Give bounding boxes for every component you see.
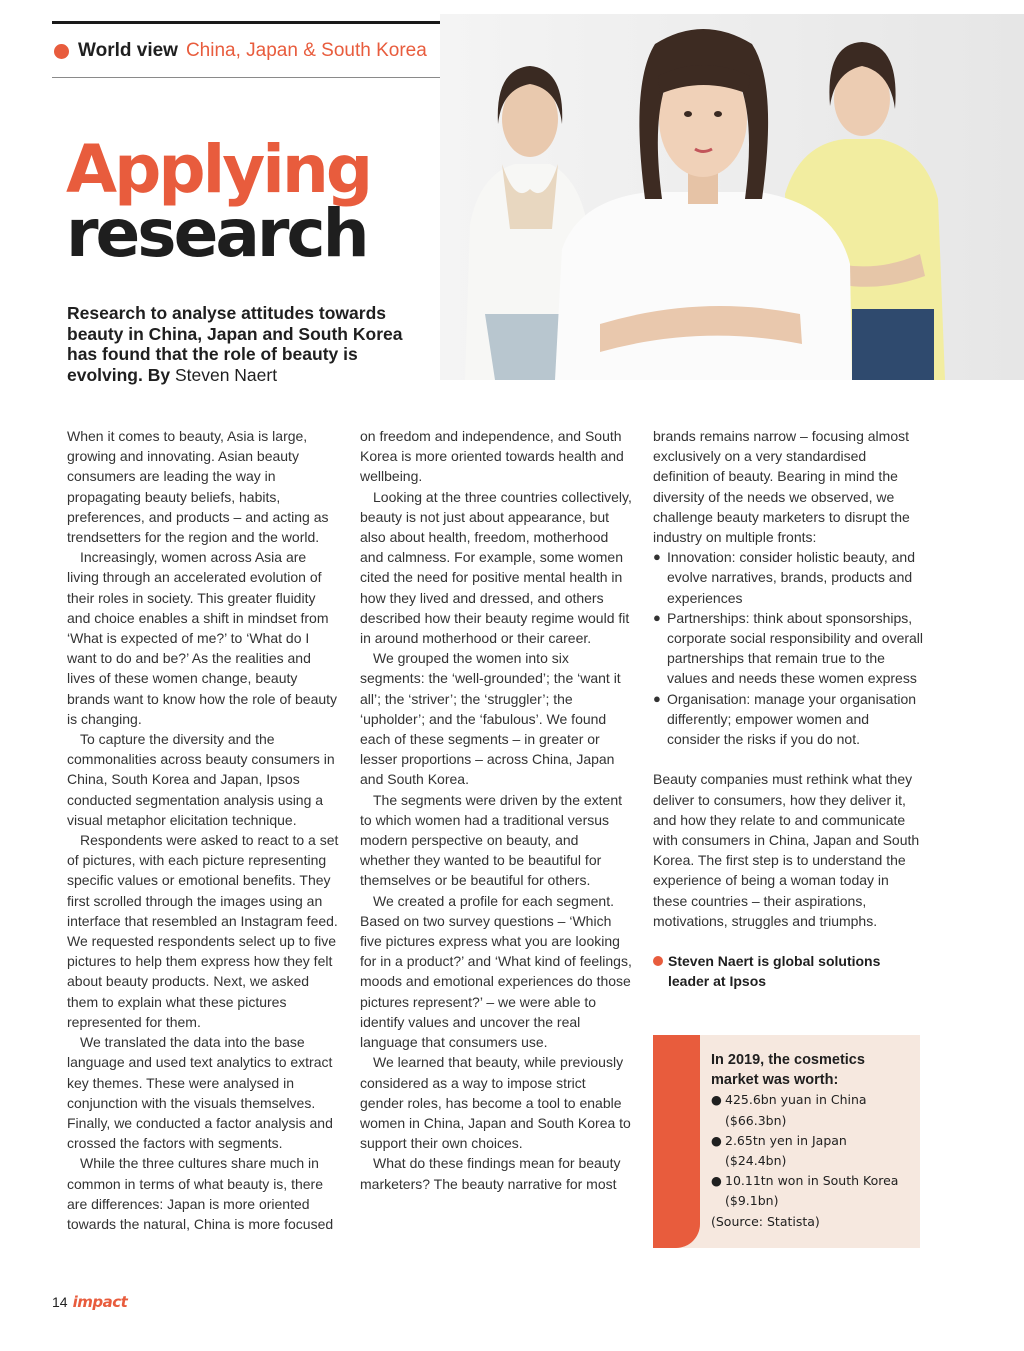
title-line-1: Applying bbox=[66, 131, 371, 208]
fact-source: (Source: Statista) bbox=[711, 1213, 820, 1229]
author-bio bbox=[653, 951, 925, 991]
fact-item-usd bbox=[711, 1151, 911, 1171]
section-header bbox=[54, 40, 427, 62]
fact-value: 425.6bn yuan in China bbox=[725, 1092, 867, 1108]
paragraph: We grouped the women into six segments: the ‘well-grounded’; the ‘want it all’; the ‘striver’; the ‘struggler’; the ‘upholder’; and the ‘fabulous’. We found each of these segments – in greater or lesser proportions – across China, Japan and South Korea. bbox=[360, 650, 621, 788]
bullet-icon: ● bbox=[653, 690, 661, 706]
bullet-item bbox=[653, 689, 925, 750]
body-column-3 bbox=[653, 426, 925, 992]
bullet-item bbox=[653, 547, 925, 608]
standfirst-author: Steven Naert bbox=[174, 364, 278, 385]
hero-photo bbox=[440, 14, 1024, 380]
paragraph: brands remains narrow – focusing almost exclusively on a very standardised definition of beauty. Bearing in mind the diversity of the needs we observed, we challenge beauty marketers to disrupt the industry on multiple fronts: bbox=[653, 428, 910, 546]
fact-value: 2.65tn yen in Japan bbox=[725, 1132, 847, 1148]
paragraph: Respondents were asked to react to a set of pictures, with each picture representing specific values or emotional benefits. They first scrolled through the images using an interface that resembled an Instagram feed. We requested respondents select up to five pictures to help them express how they felt about beauty products. Next, we asked them to explain what these pictures represented for them. bbox=[67, 832, 339, 1030]
fact-box-title: In 2019, the cosmetics market was worth: bbox=[711, 1052, 865, 1089]
fact-box bbox=[653, 1035, 920, 1248]
paragraph: Looking at the three countries collectively, beauty is not just about appearance, but also about health, freedom, motherhood and calmness. For example, some women cited the need for positive mental health in how they lived and dressed, and others described how their beauty regime would fit in around motherhood or their career. bbox=[360, 488, 632, 647]
page-footer bbox=[52, 1293, 127, 1311]
paragraph: We created a profile for each segment. Based on two survey questions – ‘Which five pictures express what you are looking for in a product?’ and ‘What kind of feelings, moods and emotional experiences do those pictures represent?’ – we were able to identify values and uncover the real language that consumers use. bbox=[360, 892, 632, 1051]
section-rule bbox=[52, 77, 445, 78]
standfirst bbox=[67, 303, 407, 385]
author-bio-text: Steven Naert is global solutions leader at Ipsos bbox=[668, 953, 881, 990]
paragraph: To capture the diversity and the commonalities across beauty consumers in China, South Korea and Japan, Ipsos conducted segmentation analysis using a visual metaphor elicitation technique. bbox=[67, 731, 335, 828]
paragraph: The segments were driven by the extent to which women had a traditional versus modern perspective on beauty, and whether they wanted to be beautiful for themselves or be beautiful for others. bbox=[360, 791, 623, 889]
photo-three-women-icon bbox=[440, 14, 1024, 380]
paragraph: Increasingly, women across Asia are living through an accelerated evolution of their roles in society. This greater fluidity and choice enables a shift in mindset from ‘What is expected of me?’ to ‘What do I want to do and be?’ As the realities and lives of these women change, beauty brands want to know how the role of beauty is changing. bbox=[67, 549, 338, 727]
title-line-2: research bbox=[66, 195, 367, 272]
closing-paragraph: Beauty companies must rethink what they deliver to consumers, how they deliver it, and how they relate to and communicate with consumers in China, Japan and South Korea. The first step is to understand the experience of being a woman today in these countries – their aspirations, motivations, struggles and triumphs. bbox=[653, 771, 920, 929]
fact-usd: ($66.3bn) bbox=[725, 1112, 787, 1128]
bullet-item bbox=[653, 608, 925, 689]
standfirst-text: Research to analyse attitudes towards beauty in China, Japan and South Korea has found that the role of beauty is evolving. By bbox=[67, 303, 403, 385]
section-label: World view bbox=[78, 40, 178, 61]
bullet-text: Partnerships: think about sponsorships, corporate social responsibility and overall partnerships that remain true to the values and needs these women express bbox=[667, 609, 924, 687]
fact-usd: ($9.1bn) bbox=[725, 1193, 779, 1209]
paragraph: When it comes to beauty, Asia is large, growing and innovating. Asian beauty consumers are leading the way in propagating beauty beliefs, habits, preferences, and products – and acting as trendsetters for the region and the world. bbox=[67, 428, 329, 546]
paragraph: While the three cultures share much in common in terms of what beauty is, there are differences: Japan is more oriented towards the natural, China is more focused bbox=[67, 1155, 334, 1232]
bullet-text: Innovation: consider holistic beauty, and evolve narratives, brands, products and experiences bbox=[667, 549, 916, 606]
bullet-icon: ● bbox=[653, 609, 661, 625]
fact-item bbox=[711, 1131, 911, 1151]
body-column-1 bbox=[67, 426, 339, 1234]
fact-usd: ($24.4bn) bbox=[725, 1153, 787, 1169]
section-dot-icon bbox=[54, 44, 69, 59]
bullet-text: Organisation: manage your organisation differently; empower women and consider the risks if you do not. bbox=[667, 690, 917, 748]
fact-box-accent bbox=[653, 1035, 700, 1248]
bullet-icon: ● bbox=[711, 1092, 722, 1108]
paragraph: We learned that beauty, while previously considered as a way to impose strict gender roles, has become a tool to enable women in China, Japan and South Korea to support their own choices. bbox=[360, 1054, 631, 1152]
fact-item-usd bbox=[711, 1111, 911, 1131]
fact-item-usd bbox=[711, 1191, 911, 1211]
brand-logo: impact bbox=[72, 1293, 128, 1311]
bullet-icon: ● bbox=[653, 549, 661, 565]
paragraph: What do these findings mean for beauty marketers? The beauty narrative for most bbox=[360, 1155, 621, 1192]
author-dot-icon bbox=[653, 956, 663, 966]
bullet-icon: ● bbox=[711, 1132, 722, 1148]
fact-item bbox=[711, 1090, 911, 1110]
paragraph: on freedom and independence, and South Korea is more oriented towards health and wellbeing. bbox=[360, 428, 624, 485]
paragraph: We translated the data into the base language and used text analytics to extract key themes. These were analysed in conjunction with the visuals themselves. Finally, we conducted a factor analysis and crossed the factors with segments. bbox=[67, 1034, 333, 1152]
page-number: 14 bbox=[52, 1294, 68, 1310]
fact-item bbox=[711, 1171, 911, 1191]
fact-value: 10.11tn won in South Korea bbox=[725, 1173, 899, 1189]
bullet-icon: ● bbox=[711, 1173, 722, 1189]
body-column-2 bbox=[360, 426, 632, 1194]
fact-box-content bbox=[711, 1050, 911, 1232]
section-subtitle: China, Japan & South Korea bbox=[185, 40, 427, 61]
article-title bbox=[66, 131, 371, 272]
